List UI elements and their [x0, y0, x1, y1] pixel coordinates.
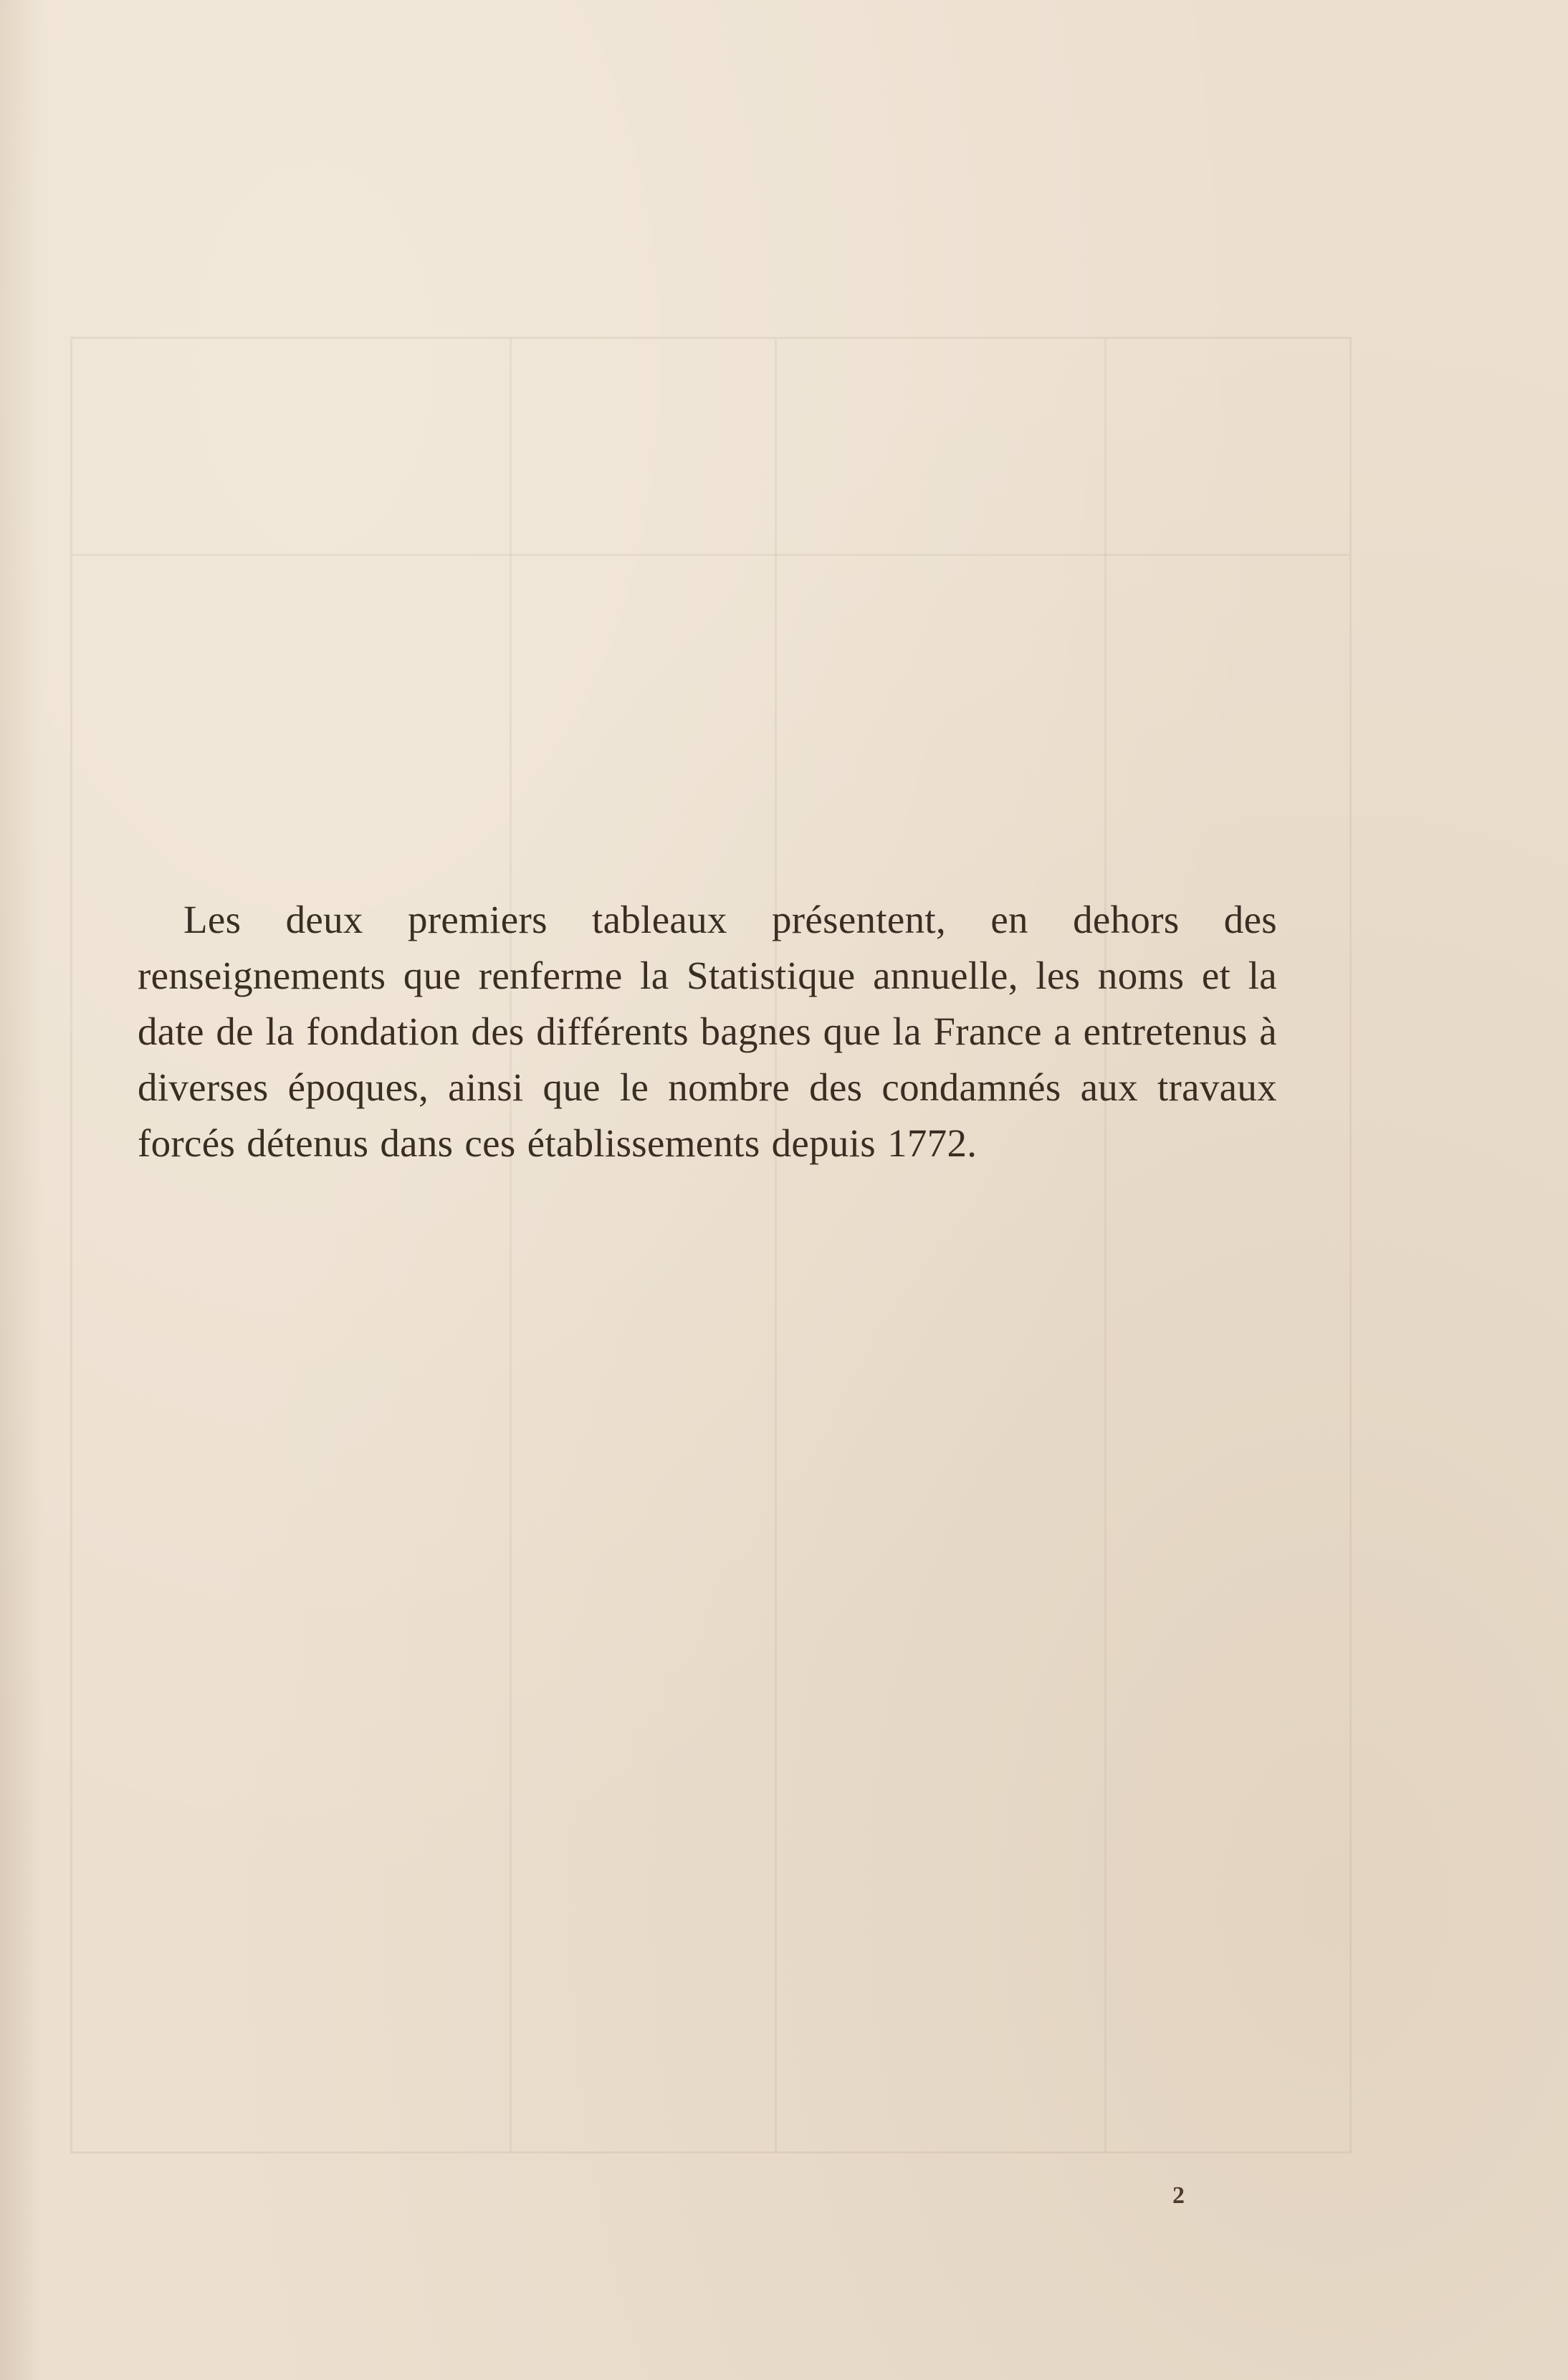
show-through-table-lines	[70, 337, 1352, 2154]
body-paragraph: Les deux premiers tableaux présentent, en dehors des renseignements que renferme la Statistique annuelle, les noms et la date de la fondation des différents bagnes que la France a entretenus à diverses époques, ainsi que le nombre des condamnés aux travaux forcés détenus dans ces établissements depuis 1772.	[138, 898, 1277, 1165]
show-through-column-line	[1104, 339, 1106, 2151]
show-through-row-line	[72, 554, 1349, 556]
show-through-column-line	[510, 339, 512, 2151]
show-through-column-line	[775, 339, 777, 2151]
page-number: 2	[1172, 2182, 1185, 2209]
